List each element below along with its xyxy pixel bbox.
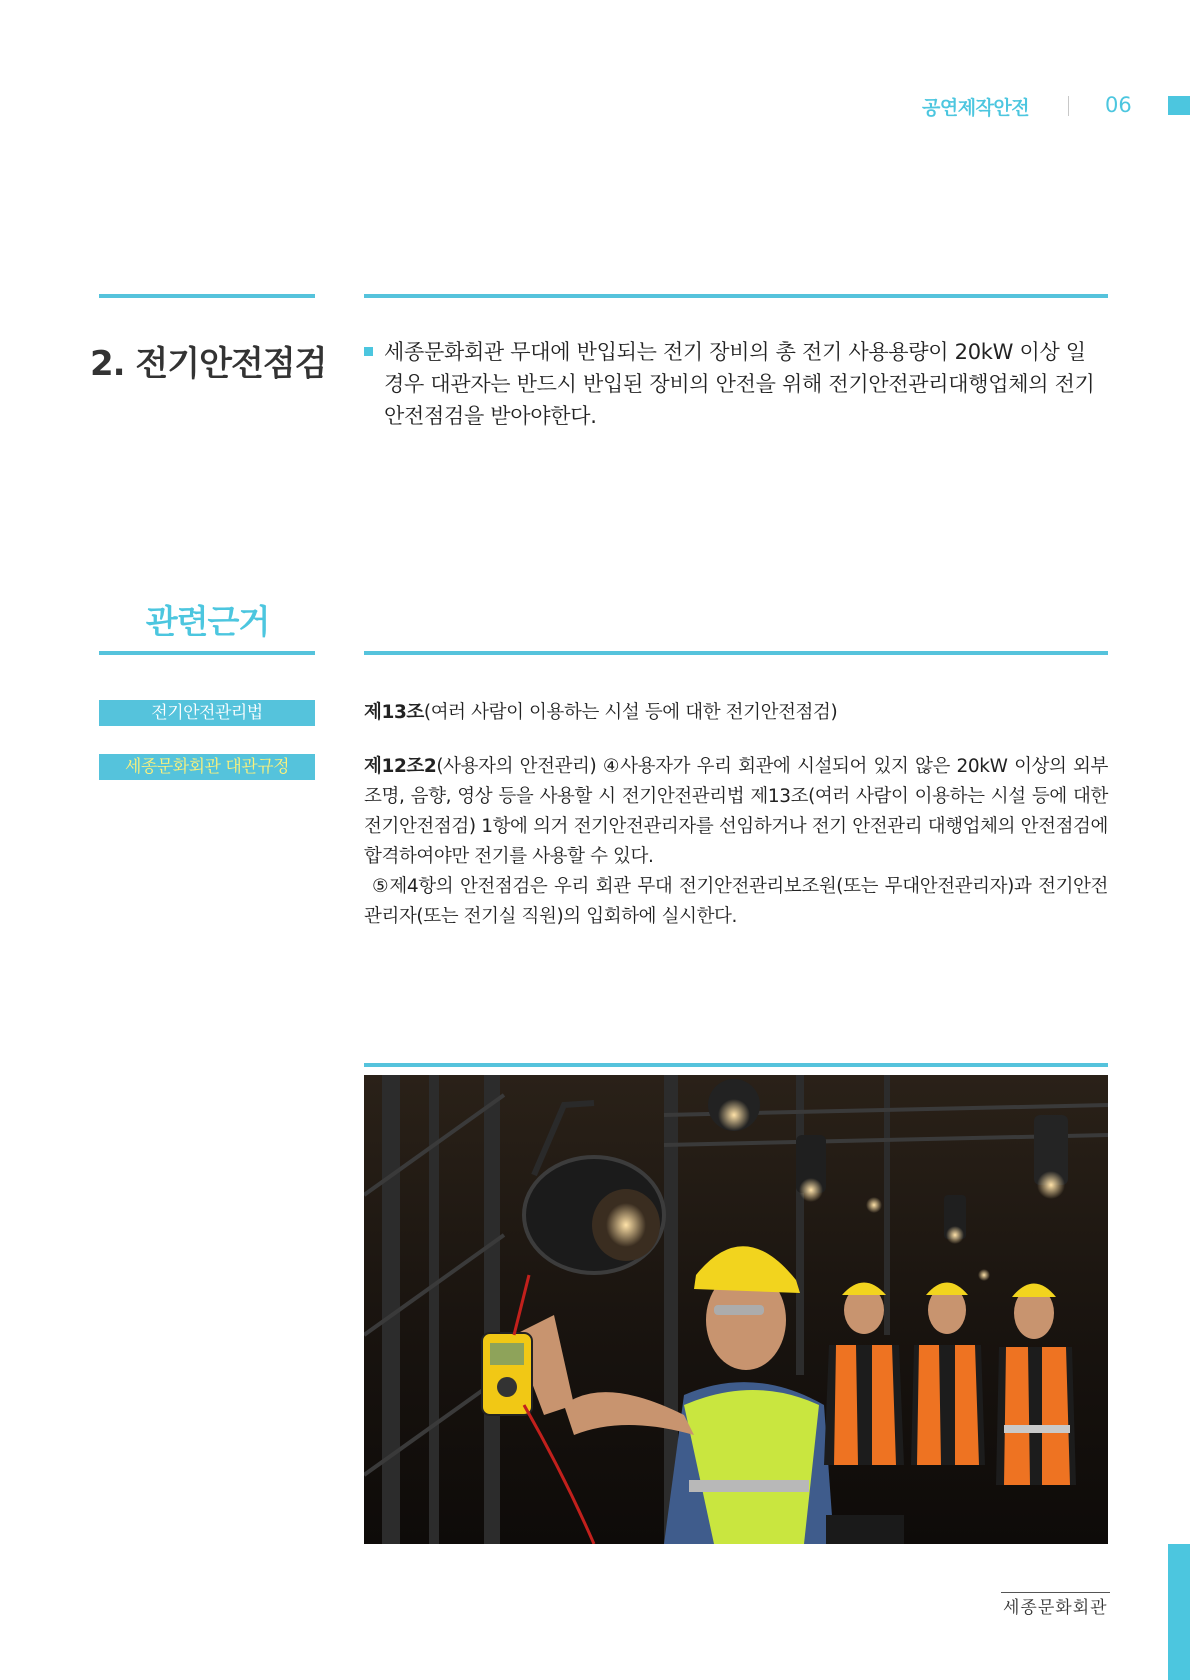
bullet-icon [364, 347, 373, 356]
related-body-rule [364, 651, 1108, 655]
sejong-center-logo: 세종문화회관 [1001, 1592, 1110, 1618]
related-title-rule [99, 651, 315, 655]
section-title-rule [99, 294, 315, 298]
page-number: 06 [1105, 93, 1132, 117]
stage-electrical-inspection-photo [364, 1075, 1108, 1544]
law-text-2 [364, 752, 1108, 932]
law-text-1 [364, 698, 1108, 728]
law-article-2: 제12조2 [364, 756, 437, 777]
section-body-rule [364, 294, 1108, 298]
law-body-2: (사용자의 안전관리) ④사용자가 우리 회관에 시설되어 있지 않은 20kW 이상의 외부조명, 음향, 영상 등을 사용할 시 전기안전관리법 제13조(여러 사람이 이용하는 시설 등에 대한 전기안전점검) 1항에 의거 전기안전관리자를 선임하거나 전기 안전관리 대행업체의 안전점검에 합격하여야만 전기를 사용할 수 있다. [364, 756, 1108, 867]
law-body-2-clause-5: ⑤제4항의 안전점검은 우리 회관 무대 전기안전관리보조원(또는 무대안전관리자)과 전기안전관리자(또는 전기실 직원)의 입회하에 실시한다. [364, 876, 1108, 927]
header-divider [1068, 96, 1069, 116]
running-header-title: 공연제작안전 [922, 97, 1030, 119]
related-grounds-title: 관련근거 [145, 602, 270, 641]
law-tag-electrical-safety-act: 전기안전관리법 [99, 700, 315, 726]
section-title: 2. 전기안전점검 [90, 344, 327, 384]
law-article-1: 제13조 [364, 702, 424, 723]
page-edge-bar [1168, 1544, 1190, 1680]
section-body-text: 세종문화회관 무대에 반입되는 전기 장비의 총 전기 사용용량이 20kW 이상 일 경우 대관자는 반드시 반입된 장비의 안전을 위해 전기안전관리대행업체의 전기안전점검을 받아야한다. [384, 340, 1095, 428]
section-body [364, 336, 1108, 432]
photo-rule [364, 1063, 1108, 1067]
page-edge-tab [1168, 96, 1190, 115]
law-tag-rental-regulations: 세종문화회관 대관규정 [99, 754, 315, 780]
law-body-1: (여러 사람이 이용하는 시설 등에 대한 전기안전점검) [423, 702, 838, 723]
